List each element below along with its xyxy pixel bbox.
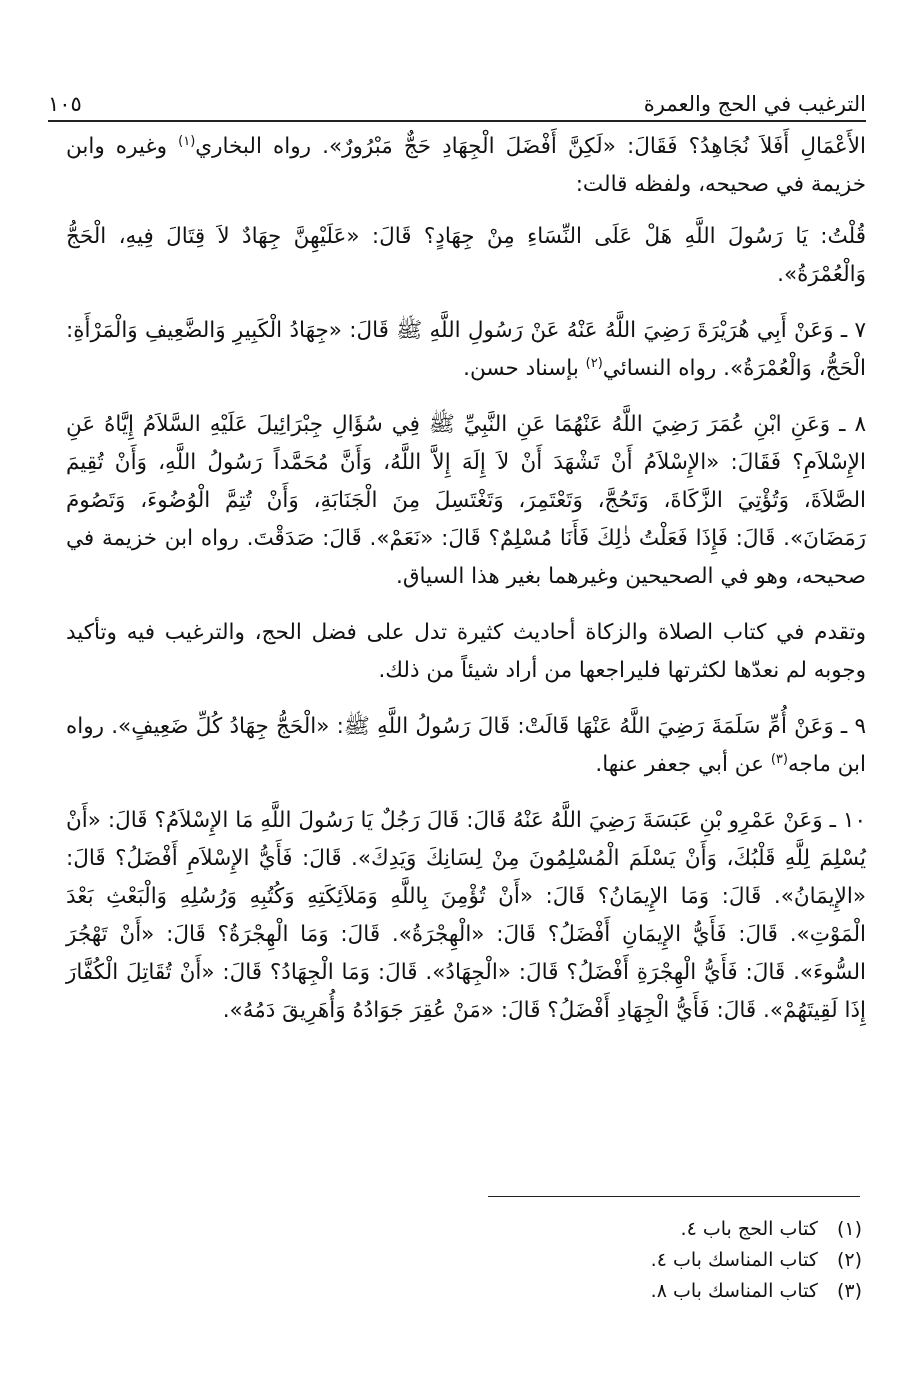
footnote-reference: (٣) — [770, 751, 788, 767]
footnote-text: كتاب المناسك باب ٤. — [650, 1249, 818, 1271]
paragraph-text: ٧ ـ وَعَنْ أَبِي هُرَيْرَةَ رَضِيَ اللَّهُ عَنْهُ عَنْ رَسُولِ اللَّهِ ﷺ قَالَ: «جِهَادُ الْكَبِيرِ وَالضَّعِيفِ وَالْمَرْأَةِ: الْحَجُّ، وَالْعُمْرَةُ». رواه النسائي — [66, 318, 866, 381]
footnote-number: (٣) — [836, 1280, 862, 1302]
footnote-number: (١) — [836, 1218, 862, 1240]
main-text — [66, 128, 866, 1048]
paragraph-text: ٩ ـ وَعَنْ أُمِّ سَلَمَةَ رَضِيَ اللَّهُ عَنْهَا قَالَتْ: قَالَ رَسُولُ اللَّهِ ﷺ: «الْحَجُّ جِهَادُ كُلِّ ضَعِيفٍ». رواه ابن ماجه — [66, 714, 866, 777]
footnote-number: (٢) — [836, 1249, 862, 1271]
paragraph-text: بإسناد حسن. — [463, 356, 586, 381]
footnote-reference: (٢) — [585, 355, 603, 371]
paragraph-text: الأَعْمَالِ أَفَلاَ نُجَاهِدُ؟ فَقَالَ: «لَكِنَّ أَفْضَلَ الْجِهَادِ حَجٌّ مَبْرُورٌ». رواه البخاري — [195, 134, 866, 159]
footnote-item — [482, 1214, 862, 1245]
paragraph-text: وتقدم في كتاب الصلاة والزكاة أحاديث كثيرة تدل على فضل الحج، والترغيب فيه وتأكيد وجوبه لم نعدّها لكثرتها فليراجعها من أراد شيئاً من ذلك. — [66, 620, 866, 683]
paragraph-text: ٨ ـ وَعَنِ ابْنِ عُمَرَ رَضِيَ اللَّهُ عَنْهُمَا عَنِ النَّبِيِّ ﷺ فِي سُؤَالِ جِبْرَائِيلَ عَلَيْهِ السَّلاَمُ إِيَّاهُ عَنِ الإِسْلاَمِ؟ فَقَالَ: «الإِسْلاَمُ أَنْ تَشْهَدَ أَنْ لاَ إِلَهَ إِلاَّ اللَّهُ، وَأَنَّ مُحَمَّداً رَسُولُ اللَّهِ، وَأَنْ تُقِيمَ الصَّلاَةَ، وَتُؤْتِيَ الزَّكَاةَ، وَتَحُجَّ، وَتَعْتَمِرَ، وَتَغْتَسِلَ مِنَ الْجَنَابَةِ، وَأَنْ تُتِمَّ الْوُضُوءَ، وَتَصُومَ رَمَضَانَ». قَالَ: فَإِذَا فَعَلْتُ ذٰلِكَ فَأَنَا مُسْلِمٌ؟ قَالَ: «نَعَمْ». قَالَ: صَدَقْتَ. رواه ابن خزيمة في صحيحه، وهو في الصحيحين وغيرهما بغير هذا السياق. — [66, 412, 866, 589]
footnote-divider — [488, 1196, 860, 1197]
hadith-9 — [66, 708, 866, 784]
chapter-title: الترغيب في الحج والعمرة — [634, 92, 866, 116]
footnote-text: كتاب المناسك باب ٨. — [650, 1280, 818, 1302]
hadith-10 — [66, 802, 866, 1030]
paragraph-continuation — [66, 128, 866, 204]
hadith-7 — [66, 312, 866, 388]
hadith-8 — [66, 406, 866, 596]
paragraph-quote — [66, 218, 866, 294]
paragraph-text: ١٠ ـ وَعَنْ عَمْرِو بْنِ عَبَسَةَ رَضِيَ اللَّهُ عَنْهُ قَالَ: قَالَ رَجُلٌ يَا رَسُولَ اللَّهِ مَا الإِسْلاَمُ؟ قَالَ: «أَنْ يُسْلِمَ لِلَّهِ قَلْبُكَ، وَأَنْ يَسْلَمَ الْمُسْلِمُونَ مِنْ لِسَانِكَ وَيَدِكَ». قَالَ: فَأَيُّ الإِسْلاَمِ أَفْضَلُ؟ قَالَ: «الإِيمَانُ». قَالَ: وَمَا الإِيمَانُ؟ قَالَ: «أَنْ تُؤْمِنَ بِاللَّهِ وَمَلاَئِكَتِهِ وَكُتُبِهِ وَرُسُلِهِ وَالْبَعْثِ بَعْدَ الْمَوْتِ». قَالَ: فَأَيُّ الإِيمَانِ أَفْضَلُ؟ قَالَ: «الْهِجْرَةُ». قَالَ: وَمَا الْهِجْرَةُ؟ قَالَ: «أَنْ تَهْجُرَ السُّوءَ». قَالَ: فَأَيُّ الْهِجْرَةِ أَفْضَلُ؟ قَالَ: «الْجِهَادُ». قَالَ: وَمَا الْجِهَادُ؟ قَالَ: «أَنْ تُقَاتِلَ الْكُفَّارَ إِذَا لَقِيتَهُمْ». قَالَ: فَأَيُّ الْجِهَادِ أَفْضَلُ؟ قَالَ: «مَنْ عُقِرَ جَوَادُهُ وَأُهَرِيقَ دَمُهُ». — [66, 808, 866, 1023]
footnotes — [482, 1214, 862, 1307]
footnote-item — [482, 1245, 862, 1276]
editor-note — [66, 614, 866, 690]
paragraph-text: وغيره وابن خزيمة في صحيحه، ولفظه قالت: — [66, 134, 866, 197]
running-header — [48, 86, 866, 122]
paragraph-text: قُلْتُ: يَا رَسُولَ اللَّهِ هَلْ عَلَى النِّسَاءِ مِنْ جِهَادٍ؟ قَالَ: «عَلَيْهِنَّ جِهَادٌ لاَ قِتَالَ فِيهِ، الْحَجُّ وَالْعُمْرَةُ». — [66, 224, 866, 287]
page-number: ١٠٥ — [48, 92, 90, 116]
footnote-reference: (١) — [178, 133, 196, 149]
footnote-text: كتاب الحج باب ٤. — [680, 1218, 818, 1240]
paragraph-text: عن أبي جعفر عنها. — [595, 752, 771, 777]
footnote-item — [482, 1276, 862, 1307]
